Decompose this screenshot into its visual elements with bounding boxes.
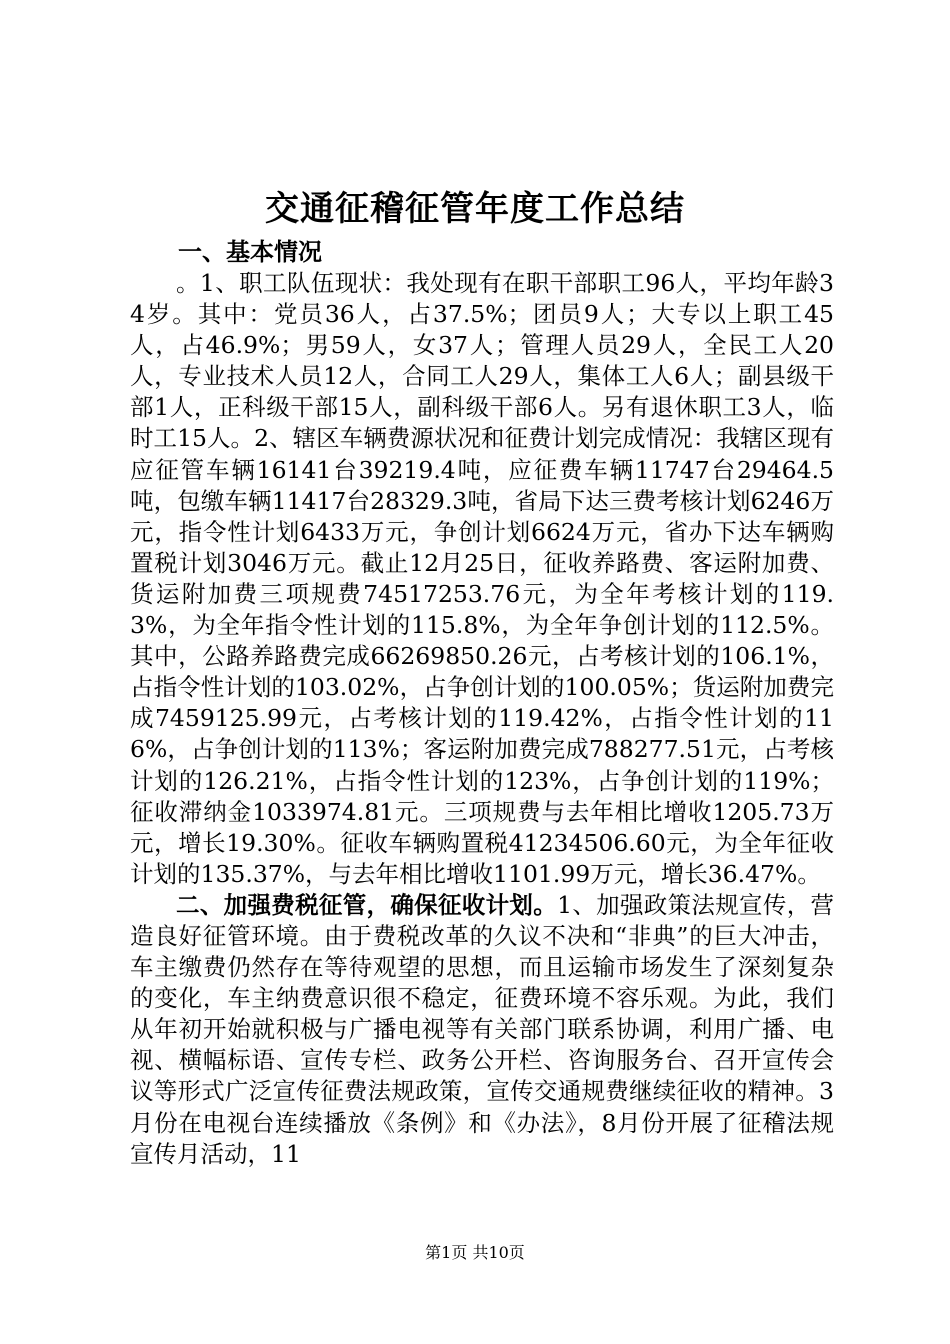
section-heading-tax-management: 二、加强费税征管，确保征收计划。 [176, 890, 558, 919]
paragraph-tax-management [130, 890, 834, 1170]
paragraph-basic-situation: 。1、职工队伍现状：我处现有在职干部职工96人，平均年龄34岁。其中：党员36人，占37.5%；团员9人；大专以上职工45人，占46.9%；男59人，女37人；管理人员29人，全民工人20人，专业技术人员12人，合同工人29人，集体工人6人；副县级干部1人，正科级干部15人，副科级干部6人。另有退休职工3人，临时工15人。2、辖区车辆费源状况和征费计划完成情况：我辖区现有应征管车辆16141台39219.4吨，应征费车辆11747台29464.5吨，包缴车辆11417台28329.3吨，省局下达三费考核计划6246万元，指令性计划6433万元，争创计划6624万元，省办下达车辆购置税计划3046万元。截止12月25日，征收养路费、客运附加费、货运附加费三项规费74517253.76元，为全年考核计划的119.3%，为全年指令性计划的115.8%，为全年争创计划的112.5%。其中，公路养路费完成66269850.26元，占考核计划的106.1%，占指令性计划的103.02%，占争创计划的100.05%；货运附加费完成7459125.99元，占考核计划的119.42%，占指令性计划的116%，占争创计划的113%；客运附加费完成788277.51元，占考核计划的126.21%，占指令性计划的123%，占争创计划的119%；征收滞纳金1033974.81元。三项规费与去年相比增收1205.73万元，增长19.30%。征收车辆购置税41234506.60元，为全年征收计划的135.37%，与去年相比增收1101.99万元，增长36.47%。 [130, 269, 834, 888]
document-title: 交通征稽征管年度工作总结 [265, 189, 685, 229]
document-body [130, 268, 834, 1170]
paragraph-tax-management-text: 1、加强政策法规宣传，营造良好征管环境。由于费税改革的久议不决和“非典”的巨大冲击，车主缴费仍然存在等待观望的思想，而且运输市场发生了深刻复杂的变化，车主纳费意识很不稳定，征费环境不容乐观。为此，我们从年初开始就积极与广播电视等有关部门联系协调，利用广播、电视、横幅标语、宣传专栏、政务公开栏、咨询服务台、召开宣传会议等形式广泛宣传征费法规政策，宣传交通规费继续征收的精神。3月份在电视台连续播放《条例》和《办法》，8月份开展了征稽法规宣传月活动，11 [130, 890, 835, 1168]
section-heading-basic-situation: 一、基本情况 [178, 237, 322, 266]
page-number-footer: 第1页 共10页 [425, 1243, 525, 1262]
